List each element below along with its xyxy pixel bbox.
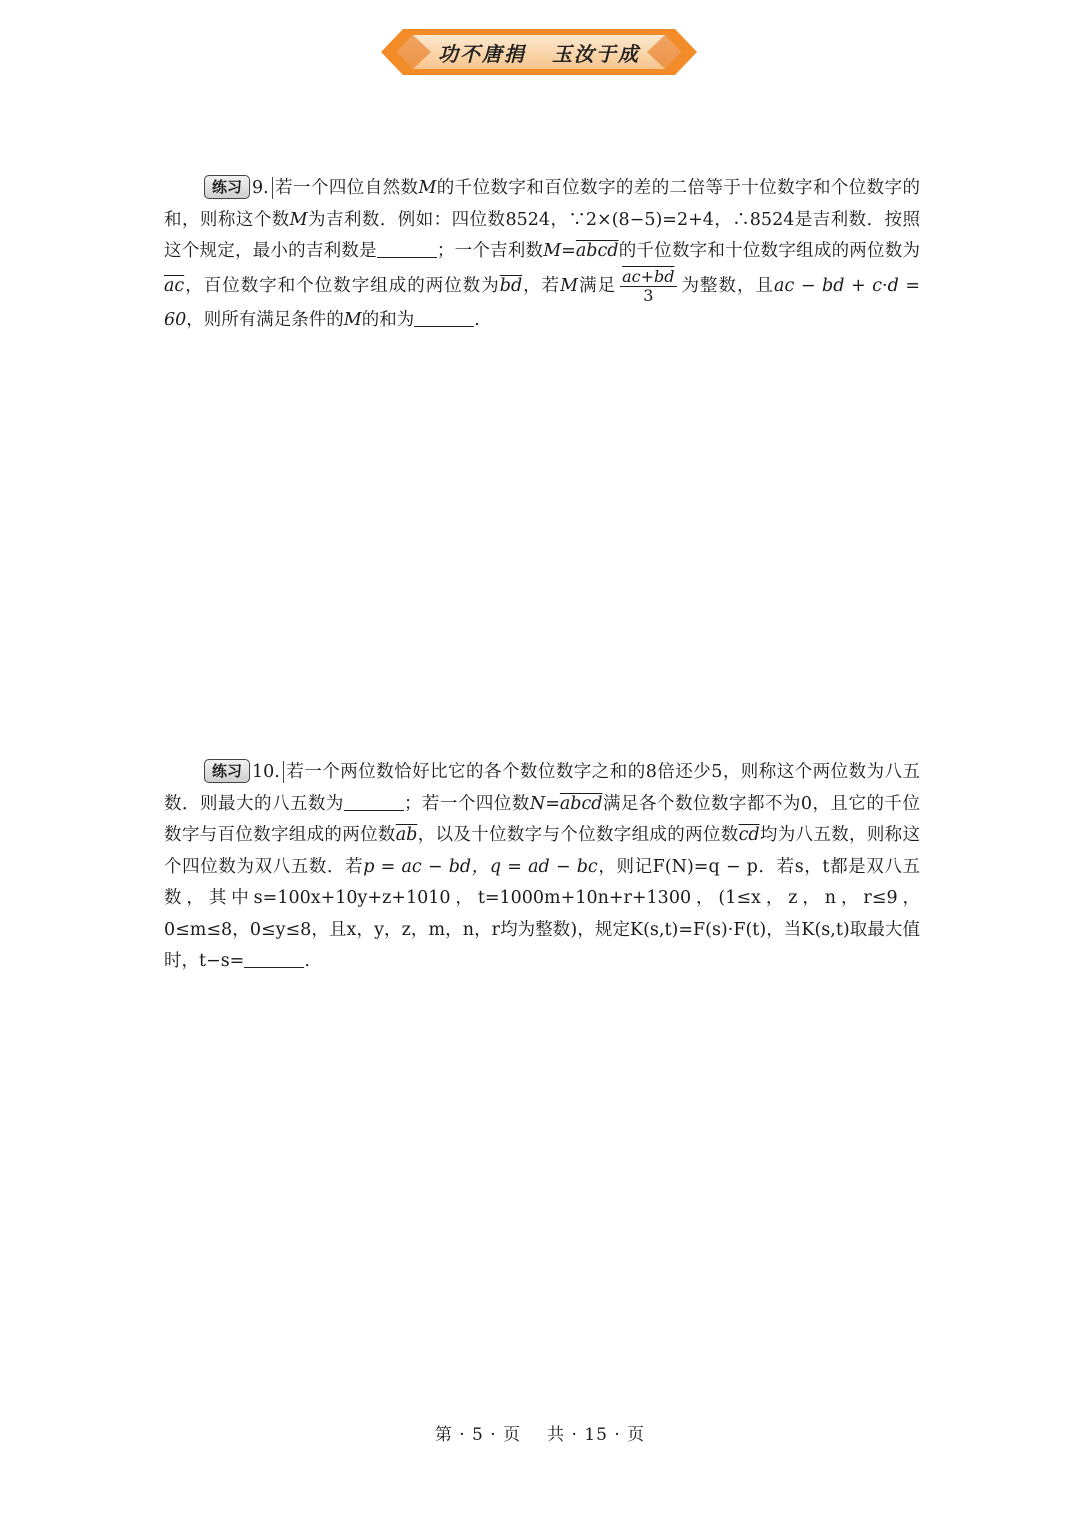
- answer-blank: [414, 308, 474, 327]
- page-footer: [0, 1420, 1080, 1445]
- text: .: [474, 309, 480, 330]
- var-M: M: [418, 178, 437, 198]
- page-total: 共 · 15 · 页: [547, 1425, 646, 1445]
- text: ，若: [522, 275, 561, 296]
- exercise-9: [164, 173, 920, 336]
- math-q: ，q = ad − bc: [471, 856, 598, 877]
- text: ；一个吉利数: [436, 241, 544, 261]
- text: 为吉利数．例如：四位数8524，∵2×(8−5)=2+4，∴8524是吉利数．按照这个规定，最小的吉利数是: [164, 209, 920, 261]
- text: 若一个四位自然数: [274, 178, 419, 198]
- answer-blank: [244, 949, 304, 968]
- text: 的千位数字和百位数字的差的二倍等于十位数字和个位数字的和，则称这个数: [164, 178, 921, 230]
- text: 若一个两位数恰好比它的各个数位数字之和的8倍还少5，则称这个两位数为八五数．则最大的八五数为: [164, 762, 920, 814]
- fraction-numerator: ac+bd: [622, 266, 675, 286]
- text: 均为八五数，则称这个四位数为双八五数．若: [164, 825, 921, 877]
- var-M: M: [560, 275, 579, 296]
- math: N=: [529, 793, 560, 814]
- math: M=: [543, 241, 576, 261]
- overline-ac: $\overline{ac}$: [164, 275, 185, 296]
- text: ；若一个四位数: [403, 793, 530, 814]
- overline-cd: $\overline{cd}$: [738, 825, 760, 845]
- text: ，则记F(N)=q − p．若s，t都是双八五数，其中s=100x+10y+z+1010，t=1000m+10n+r+1300，(1≤x，z，n，r≤9，0≤m≤8，0≤y≤8，且x，y，z，m，n，r均为整数)，规定K(s,t)=F(s)·F(t)，当K(s,t)取最大值时，t−s=: [164, 856, 921, 971]
- overline-bd: $\overline{bd}$: [499, 275, 523, 296]
- overline-abcd: abcd: [559, 793, 603, 814]
- var-M: M: [289, 209, 308, 230]
- text: 满足各个数位数字都不为0，且它的千位数字与百位数字组成的两位数: [164, 793, 921, 845]
- fraction-denominator: 3: [643, 285, 654, 305]
- banner-motto-1: 功不唐捐: [438, 41, 526, 66]
- overline-abcd: abcd: [575, 241, 619, 261]
- exercise-10: [164, 757, 920, 978]
- exercise-tag: 练习: [204, 175, 250, 199]
- text: 的千位数字和十位数字组成的两位数为: [618, 241, 921, 261]
- header-banner: [381, 29, 697, 75]
- page-number: 第 · 5 · 页: [434, 1425, 522, 1445]
- condition: ac − bd + c·d = 60: [164, 275, 921, 330]
- text: ，百位数字和个位数字组成的两位数为: [184, 275, 500, 296]
- answer-blank: [377, 239, 437, 258]
- exercise-number: 10.: [250, 761, 284, 783]
- overline-ab: $\overline{ab}$: [395, 825, 418, 845]
- text: 的和为: [361, 309, 415, 330]
- exercise-number: 9.: [250, 177, 273, 199]
- text: ，则所有满足条件的: [186, 309, 344, 330]
- banner-motto-2: 玉汝于成: [552, 41, 640, 66]
- answer-blank: [344, 792, 404, 811]
- math-p: p = ac − bd: [363, 856, 472, 877]
- var-M: M: [343, 309, 362, 330]
- text: 为整数，且: [680, 275, 775, 296]
- text: ，以及十位数字与个位数字组成的两位数: [417, 825, 739, 845]
- fraction: [620, 268, 676, 305]
- text: .: [304, 951, 310, 971]
- exercise-tag: 练习: [204, 759, 250, 783]
- text: 满足: [578, 275, 617, 296]
